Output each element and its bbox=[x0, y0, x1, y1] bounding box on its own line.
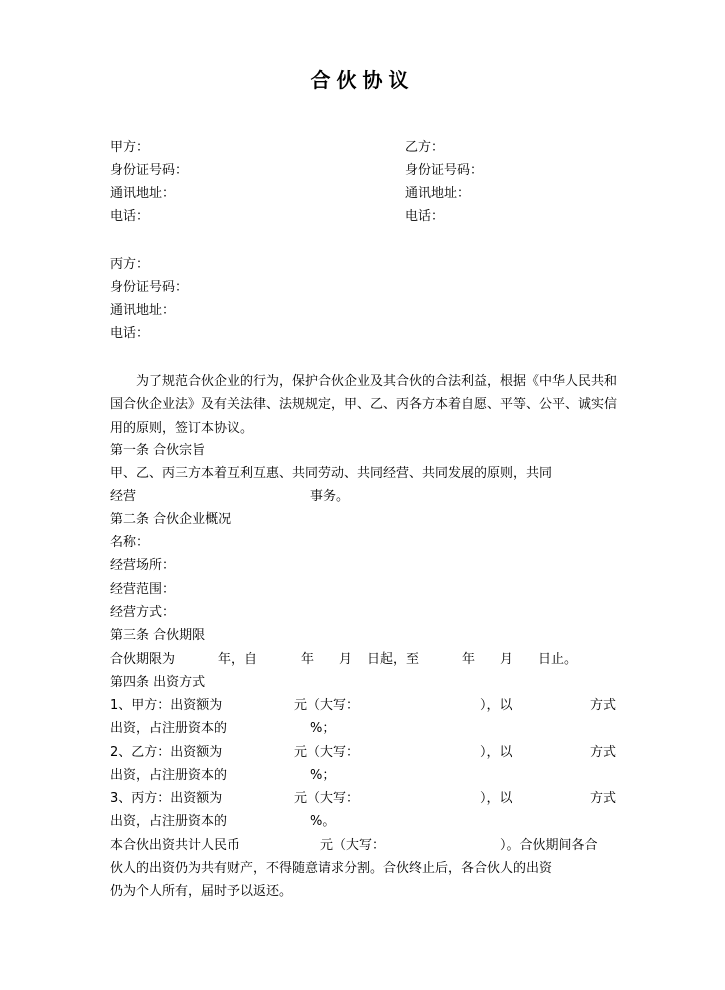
total-contribution-text: 本合伙出资共计人民币 bbox=[110, 838, 241, 853]
contribution-c-capital: 元（大写： bbox=[294, 791, 360, 806]
article-1-line-1: 甲、乙、丙三方本着互利互惠、共同劳动、共同经营、共同发展的原则，共同 bbox=[110, 466, 553, 481]
party-c-id-label: 身份证号码： bbox=[110, 280, 189, 295]
article-2-heading: 第二条 合伙企业概况 bbox=[110, 512, 232, 527]
total-contribution-line-2: 伙人的出资仍为共有财产，不得随意请求分割。合伙终止后，各合伙人的出资 bbox=[110, 861, 553, 876]
party-b-phone-label: 电话： bbox=[405, 209, 445, 224]
total-contribution-line-3: 仍为个人所有，届时予以返还。 bbox=[110, 884, 293, 899]
term-text-5: 日起，至 bbox=[367, 652, 420, 667]
contribution-c-by: ），以 bbox=[480, 791, 513, 806]
contribution-c-percent: %。 bbox=[310, 814, 336, 829]
term-text-1: 合伙期限为 bbox=[110, 652, 176, 667]
article-1-heading: 第一条 合伙宗旨 bbox=[110, 443, 206, 458]
total-contribution-continued: ）。合伙期间各合 bbox=[500, 838, 598, 853]
party-b-address-label: 通讯地址： bbox=[405, 186, 471, 201]
party-c-address-label: 通讯地址： bbox=[110, 303, 176, 318]
total-contribution-capital: 元（大写： bbox=[320, 838, 386, 853]
party-a-id-label: 身份证号码： bbox=[110, 163, 189, 178]
contribution-a-method: 方式 bbox=[590, 698, 617, 713]
contribution-c-method: 方式 bbox=[590, 791, 617, 806]
term-text-7: 月 bbox=[500, 652, 514, 667]
enterprise-name-label: 名称： bbox=[110, 535, 150, 550]
contribution-a-share: 出资，占注册资本的 bbox=[110, 721, 228, 736]
term-text-3: 年 bbox=[301, 652, 315, 667]
party-a-phone-label: 电话： bbox=[110, 209, 150, 224]
contribution-a-percent: %； bbox=[310, 721, 336, 736]
party-c-phone-label: 电话： bbox=[110, 326, 150, 341]
document-title: 合伙协议 bbox=[310, 68, 415, 92]
party-a-name-label: 甲方： bbox=[110, 140, 150, 155]
contribution-b-by: ），以 bbox=[480, 745, 513, 760]
article-1-line-2-end: 事务。 bbox=[310, 489, 350, 504]
business-place-label: 经营场所： bbox=[110, 558, 176, 573]
contribution-a-by: ），以 bbox=[480, 698, 513, 713]
term-text-2: 年，自 bbox=[218, 652, 258, 667]
contribution-b-method: 方式 bbox=[590, 745, 617, 760]
contribution-a-capital: 元（大写： bbox=[294, 698, 360, 713]
term-text-6: 年 bbox=[462, 652, 476, 667]
party-b-name-label: 乙方： bbox=[405, 140, 445, 155]
business-scope-label: 经营范围： bbox=[110, 582, 176, 597]
contribution-b-percent: %； bbox=[310, 768, 336, 783]
contribution-a-amount: 1、甲方：出资额为 bbox=[110, 698, 223, 713]
contribution-b-share: 出资，占注册资本的 bbox=[110, 768, 228, 783]
contribution-b-amount: 2、乙方：出资额为 bbox=[110, 745, 223, 760]
party-c-name-label: 丙方： bbox=[110, 257, 150, 272]
intro-paragraph: 为了规范合伙企业的行为，保护合伙企业及其合伙的合法利益，根据《中华人民共和国合伙企业法》及有关法律、法规规定，甲、乙、丙各方本着自愿、平等、公平、诚实信用的原则，签订本协议。 bbox=[110, 374, 618, 436]
business-mode-label: 经营方式： bbox=[110, 605, 176, 620]
party-a-address-label: 通讯地址： bbox=[110, 186, 176, 201]
contribution-c-amount: 3、丙方：出资额为 bbox=[110, 791, 223, 806]
term-text-8: 日止。 bbox=[538, 652, 578, 667]
term-text-4: 月 bbox=[339, 652, 353, 667]
contribution-b-capital: 元（大写： bbox=[294, 745, 360, 760]
article-3-heading: 第三条 合伙期限 bbox=[110, 628, 206, 643]
article-4-heading: 第四条 出资方式 bbox=[110, 675, 206, 690]
article-1-line-2-start: 经营 bbox=[110, 489, 137, 504]
contribution-c-share: 出资，占注册资本的 bbox=[110, 814, 228, 829]
party-b-id-label: 身份证号码： bbox=[405, 163, 484, 178]
